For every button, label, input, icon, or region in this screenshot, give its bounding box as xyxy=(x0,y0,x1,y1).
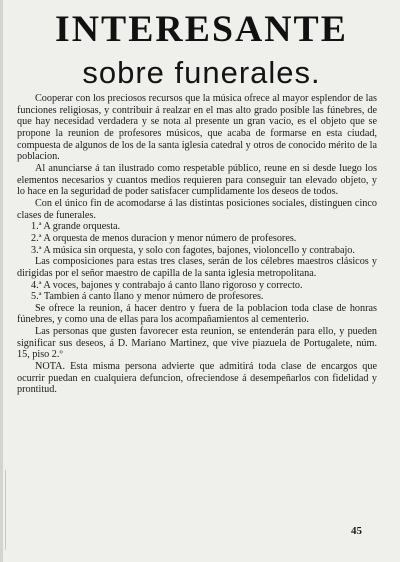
paragraph-note: NOTA. Esta misma persona advierte que admitirá toda clase de encargos que ocurrir puedan en cualquiera defuncion, ofreciendose á desempeñarlos con fidelidad y prontitud. xyxy=(17,361,377,396)
margin-line xyxy=(5,470,6,550)
paragraph-contact: Las personas que gusten favorecer esta reunion, se entenderán para ello, y pueden significar sus deseos, á D. Mariano Martinez, que vive piazuela de Portugalete, núm. 15, piso 2.º xyxy=(17,326,377,361)
class-item-2: 2.ª A orquesta de menos duracion y menor número de profesores. xyxy=(31,232,297,244)
class-item-3: 3.ª A música sin orquesta, y solo con fagotes, bajones, violoncello y contrabajo. xyxy=(31,244,355,256)
paragraph-announcement: Al anunciarse á tan ilustrado como respetable público, reune en si desde luego los elementos necesarios y cuantos medios requieren para conseguir tan elevado objeto, y lo hace en la seguridad de poder satisfacer cumplidamente los deseos de todos. xyxy=(17,162,377,198)
paragraph-services: Se ofrece la reunion, á hacer dentro y fuera de la poblacion toda clase de honras fúnebres, y como una de ellas para los acompañamientos al cementerio. xyxy=(17,302,377,326)
paragraph-intro: Cooperar con los preciosos recursos que la música ofrece al mayor esplendor de las funciones religiosas, y contribuir á realzar en el mas alto grado posible las fúnebres, de que hay necesidad verdadera y se nota al presente un gran vacío, es el objeto que se propone la reunion de profesores músicos, que acaba de formarse en esta ciudad, compuesta de algunos de los de la santa iglesia catedral y otros de conocido mérito de la poblacion. xyxy=(17,93,377,163)
paragraph-classes-intro: Con el único fin de acomodarse á las distintas posiciones sociales, distinguen cinco clases de funerales. xyxy=(17,197,377,221)
paragraph-compositions: Las composiciones para estas tres clases, serán de los célebres maestros clásicos y dirigidas por el señor maestro de capilla de la santa iglesia metropolitana. xyxy=(17,256,377,279)
document-body xyxy=(17,93,377,396)
class-item-4: 4.ª A voces, bajones y contrabajo á canto llano rigoroso y correcto. xyxy=(31,279,303,291)
class-item-5: 5.ª Tambien á canto llano y menor número de profesores. xyxy=(31,291,264,303)
class-item-1: 1.ª A grande orquesta. xyxy=(31,221,121,233)
document-title: INTERESANTE xyxy=(54,9,348,50)
document-subtitle: sobre funerales. xyxy=(82,55,321,90)
page-number: 45 xyxy=(351,525,362,537)
